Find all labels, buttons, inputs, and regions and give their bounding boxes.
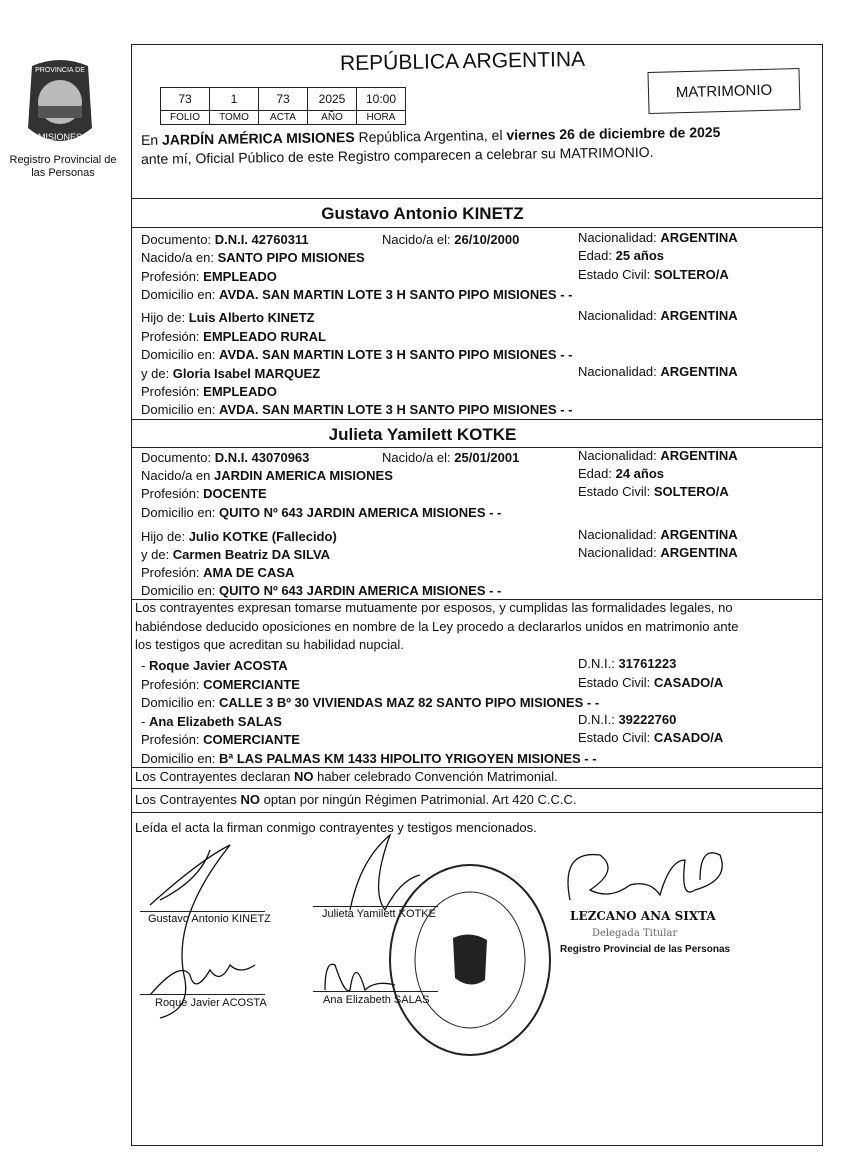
- svg-text:MISIONES: MISIONES: [37, 132, 83, 142]
- signature-name: Ana Elizabeth SALAS: [323, 994, 430, 1006]
- declaration-line: los testigos que acreditan su habilidad nupcial.: [135, 637, 404, 652]
- signature-name: Julieta Yamilett KOTKE: [322, 908, 436, 920]
- signature-line: [140, 994, 265, 995]
- bride-row: Nacido/a en JARDIN AMERICA MISIONES: [141, 468, 393, 483]
- divider: [131, 767, 823, 768]
- official-signature: [560, 840, 740, 915]
- groom-row: y de: Gloria Isabel MARQUEZ: [141, 366, 321, 381]
- convention-statement: Los Contrayentes declaran NO haber celebrado Convención Matrimonial.: [135, 769, 558, 784]
- bride-row: Domicilio en: QUITO Nº 643 JARDIN AMERICA MISIONES - -: [141, 583, 502, 598]
- intro-line-1: En JARDÍN AMÉRICA MISIONES República Argentina, el viernes 26 de diciembre de 2025: [140, 123, 721, 148]
- groom-right-field: Nacionalidad: ARGENTINA: [578, 308, 738, 323]
- bride-birthdate: Nacido/a el: 25/01/2001: [382, 450, 520, 465]
- tomo-label: TOMO: [210, 111, 259, 125]
- registry-numbers-table: [160, 87, 406, 125]
- witnesses-right-field: Estado Civil: CASADO/A: [578, 730, 724, 745]
- groom-right-field: Nacionalidad: ARGENTINA: [578, 364, 738, 379]
- groom-right-field: Edad: 25 años: [578, 248, 665, 263]
- year-label: AÑO: [308, 111, 357, 125]
- groom-row: Nacido/a en: SANTO PIPO MISIONES: [141, 250, 365, 265]
- groom-right-field: Estado Civil: SOLTERO/A: [578, 267, 729, 282]
- certificate-type-badge: MATRIMONIO: [647, 68, 800, 114]
- groom-row: Hijo de: Luis Alberto KINETZ: [141, 310, 315, 325]
- declaration-line: habiéndose deducido oposiciones en nombre de la Ley procedo a declararlos unidos en matrimonio ante: [135, 619, 739, 634]
- signature-name: Gustavo Antonio KINETZ: [148, 913, 271, 925]
- official-stamp: [385, 860, 555, 1060]
- svg-text:PROVINCIA DE: PROVINCIA DE: [35, 67, 85, 74]
- bride-row: Domicilio en: QUITO Nº 643 JARDIN AMERICA MISIONES - -: [141, 505, 502, 520]
- closing-statement: Leída el acta la firman conmigo contrayentes y testigos mencionados.: [135, 820, 537, 835]
- bride-row: Documento: D.N.I. 43070963: [141, 450, 310, 465]
- groom-row: Domicilio en: AVDA. SAN MARTIN LOTE 3 H SANTO PIPO MISIONES - -: [141, 402, 573, 417]
- year-value: 2025: [308, 88, 357, 111]
- regime-statement: Los Contrayentes NO optan por ningún Régimen Patrimonial. Art 420 C.C.C.: [135, 792, 577, 807]
- intro-line-2: ante mí, Oficial Público de este Registro comparecen a celebrar su MATRIMONIO.: [140, 143, 654, 167]
- witnesses-row: Domicilio en: Bª LAS PALMAS KM 1433 HIPOLITO YRIGOYEN MISIONES - -: [141, 751, 597, 766]
- groom-name: Gustavo Antonio KINETZ: [321, 204, 524, 223]
- bride-right-field: Nacionalidad: ARGENTINA: [578, 545, 738, 560]
- witnesses-row: - Roque Javier ACOSTA: [141, 658, 288, 673]
- witnesses-row: Domicilio en: CALLE 3 Bº 30 VIVIENDAS MAZ 82 SANTO PIPO MISIONES - -: [141, 695, 600, 710]
- divider: [131, 419, 823, 420]
- groom-row: Domicilio en: AVDA. SAN MARTIN LOTE 3 H SANTO PIPO MISIONES - -: [141, 347, 573, 362]
- witnesses-row: - Ana Elizabeth SALAS: [141, 714, 282, 729]
- official-role: Delegada Titular: [592, 928, 678, 939]
- acta-value: 73: [259, 88, 308, 111]
- registry-label: Registro Provincial de las Personas: [9, 154, 117, 179]
- divider: [131, 812, 823, 813]
- bride-row: y de: Carmen Beatriz DA SILVA: [141, 547, 331, 562]
- bride-right-field: Nacionalidad: ARGENTINA: [578, 448, 738, 463]
- groom-row: Profesión: EMPLEADO: [141, 269, 277, 284]
- hour-value: 10:00: [357, 88, 406, 111]
- witnesses-row: Profesión: COMERCIANTE: [141, 732, 300, 747]
- page-title: REPÚBLICA ARGENTINA: [339, 47, 586, 76]
- acta-label: ACTA: [259, 111, 308, 125]
- bride-right-field: Nacionalidad: ARGENTINA: [578, 527, 738, 542]
- witnesses-right-field: Estado Civil: CASADO/A: [578, 675, 724, 690]
- bride-right-field: Edad: 24 años: [578, 466, 665, 481]
- bride-name: Julieta Yamilett KOTKE: [328, 425, 517, 444]
- bride-right-field: Estado Civil: SOLTERO/A: [578, 484, 729, 499]
- bride-row: Profesión: AMA DE CASA: [141, 565, 295, 580]
- official-org: Registro Provincial de las Personas: [560, 944, 731, 955]
- divider: [131, 227, 823, 228]
- groom-row: Profesión: EMPLEADO: [141, 384, 277, 399]
- groom-row: Profesión: EMPLEADO RURAL: [141, 329, 326, 344]
- witnesses-right-field: D.N.I.: 31761223: [578, 656, 677, 671]
- groom-right-field: Nacionalidad: ARGENTINA: [578, 230, 738, 245]
- folio-label: FOLIO: [161, 111, 210, 125]
- bride-row: Hijo de: Julio KOTKE (Fallecido): [141, 529, 337, 544]
- signature-line: [140, 911, 265, 912]
- bride-row: Profesión: DOCENTE: [141, 486, 267, 501]
- hour-label: HORA: [357, 111, 406, 125]
- folio-value: 73: [161, 88, 210, 111]
- declaration-line: Los contrayentes expresan tomarse mutuamente por esposos, y cumplidas las formalidades legales, no: [135, 600, 733, 615]
- divider: [131, 198, 823, 199]
- groom-row: Domicilio en: AVDA. SAN MARTIN LOTE 3 H SANTO PIPO MISIONES - -: [141, 287, 573, 302]
- witnesses-right-field: D.N.I.: 39222760: [578, 712, 677, 727]
- witnesses-row: Profesión: COMERCIANTE: [141, 677, 300, 692]
- groom-row: Documento: D.N.I. 42760311: [141, 232, 309, 247]
- groom-birthdate: Nacido/a el: 26/10/2000: [382, 232, 520, 247]
- divider: [131, 788, 823, 789]
- signature-name: Roque Javier ACOSTA: [155, 997, 267, 1009]
- official-name: LEZCANO ANA SIXTA: [570, 909, 716, 923]
- tomo-value: 1: [210, 88, 259, 111]
- province-seal-logo: [22, 58, 98, 150]
